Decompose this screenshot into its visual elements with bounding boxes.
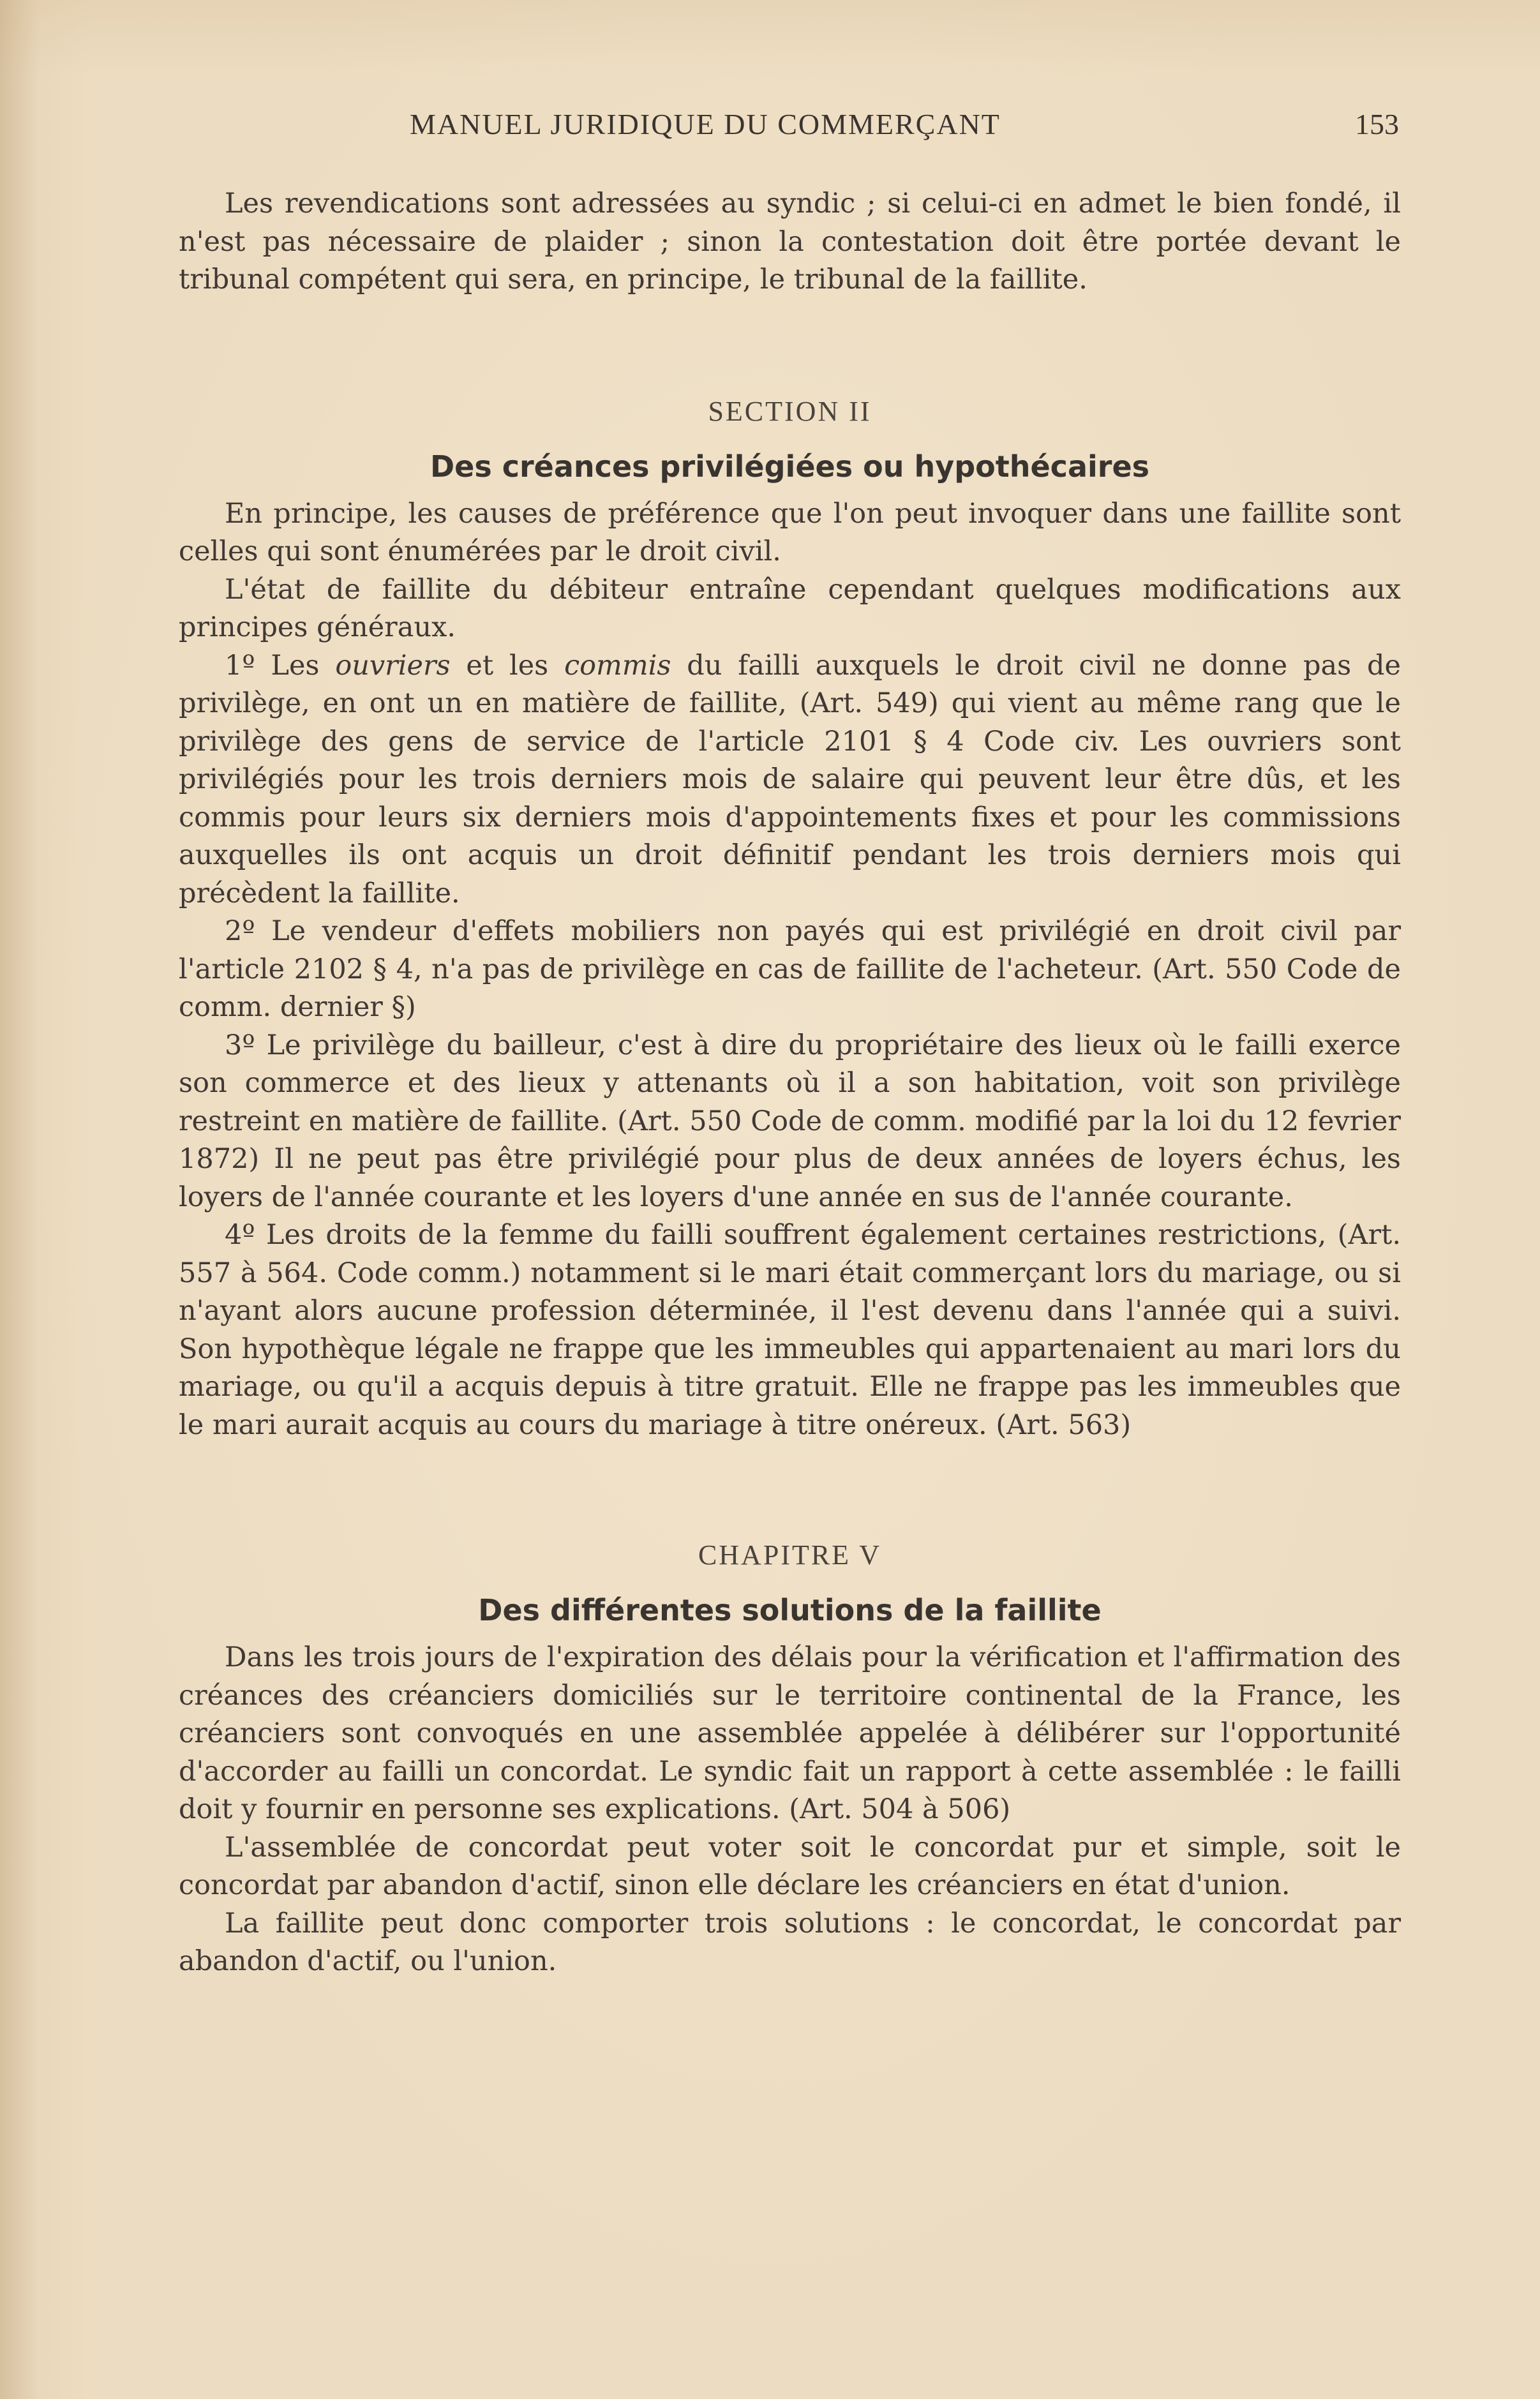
emphasis-ouvriers: ouvriers [335,649,451,682]
emphasis-commis: commis [564,649,671,682]
paragraph-etat-faillite: L'état de faillite du débiteur entraîne cependant quelques modifications aux principes généraux. [179,573,1401,643]
running-title: MANUEL JURIDIQUE DU COMMERÇANT [410,108,1001,140]
paragraph-assemblee: L'assemblée de concordat peut voter soit le concordat pur et simple, soit le concordat par abandon d'actif, sinon elle déclare les créanciers en état d'union. [179,1831,1401,1901]
paragraph-ouvriers-commis [179,647,1401,913]
page-body [179,185,1401,1981]
running-header [180,107,1399,146]
paragraph-principe: En principe, les causes de préférence que l'on peut invoquer dans une faillite sont celles qui sont énumérées par le droit civil. [179,497,1401,567]
paragraph-revendications: Les revendications sont adressées au syndic ; si celui-ci en admet le bien fondé, il n'est pas nécessaire de plaider ; sinon la contestation doit être portée devant le tribunal compétent qui sera, en principe, le tribunal de la faillite. [179,188,1401,295]
chapter-title: Des différentes solutions de la faillite [478,1593,1102,1627]
paragraph-convocation: Dans les trois jours de l'expiration des délais pour la vérification et l'affirmation des créances des créanciers domiciliés sur le territoire continental de la France, les créanciers sont convoqués en une assemblée appelée à délibérer sur l'opportunité d'accorder au failli un concordat. Le syndic fait un rapport à cette assemblée : le failli doit y fournir en personne ses explications. (Art. 504 à 506) [179,1641,1401,1825]
paragraph-bailleur: 3º Le privilège du bailleur, c'est à dire du propriétaire des lieux où le failli exerce son commerce et des lieux y attenants où il a son habitation, voit son privilège restreint en matière de faillite. (Art. 550 Code de comm. modifié par la loi du 12 fevrier 1872) Il ne peut pas être privilégié pour plus de deux années de loyers échus, les loyers de l'année courante et les loyers d'une année en sus de l'année courante. [179,1029,1401,1213]
text-segment: du failli auxquels le droit civil ne donne pas de privilège, en ont un en matière de faillite, (Art. 549) qui vient au même rang que le privilège des gens de service de l'article 2101 § 4 Code civ. Les ouvriers sont privilégiés pour les trois derniers mois de salaire qui peuvent leur être dûs, et les commis pour leurs six derniers mois d'appointements fixes et pour les commissions auxquelles ils ont acquis un droit définitif pendant les trois derniers mois qui précèdent la faillite. [179,649,1402,909]
paragraph-vendeur: 2º Le vendeur d'effets mobiliers non payés qui est privilégié en droit civil par l'article 2102 § 4, n'a pas de privilège en cas de faillite de l'acheteur. (Art. 550 Code de comm. dernier §) [179,915,1401,1023]
section-title: Des créances privilégiées ou hypothécaires [430,449,1150,484]
chapter-label: CHAPITRE V [698,1539,882,1571]
text-segment: 1º Les [225,649,336,682]
paragraph-solutions: La faillite peut donc comporter trois solutions : le concordat, le concordat par abandon d'actif, ou l'union. [179,1907,1401,1977]
section-label: SECTION II [708,395,872,427]
page-number: 153 [1355,108,1399,140]
text-segment: et les [450,649,565,682]
paragraph-droits-femme: 4º Les droits de la femme du failli souffrent également certaines restrictions, (Art. 557 à 564. Code comm.) notamment si le mari était commerçant lors du mariage, ou si n'ayant alors aucune profession déterminée, il l'est devenu dans l'année qui a suivi. Son hypothèque légale ne frappe que les immeubles qui appartenaient au mari lors du mariage, ou qu'il a acquis depuis à titre gratuit. Elle ne frappe pas les immeubles que le mari aurait acquis au cours du mariage à titre onéreux. (Art. 563) [179,1219,1401,1441]
